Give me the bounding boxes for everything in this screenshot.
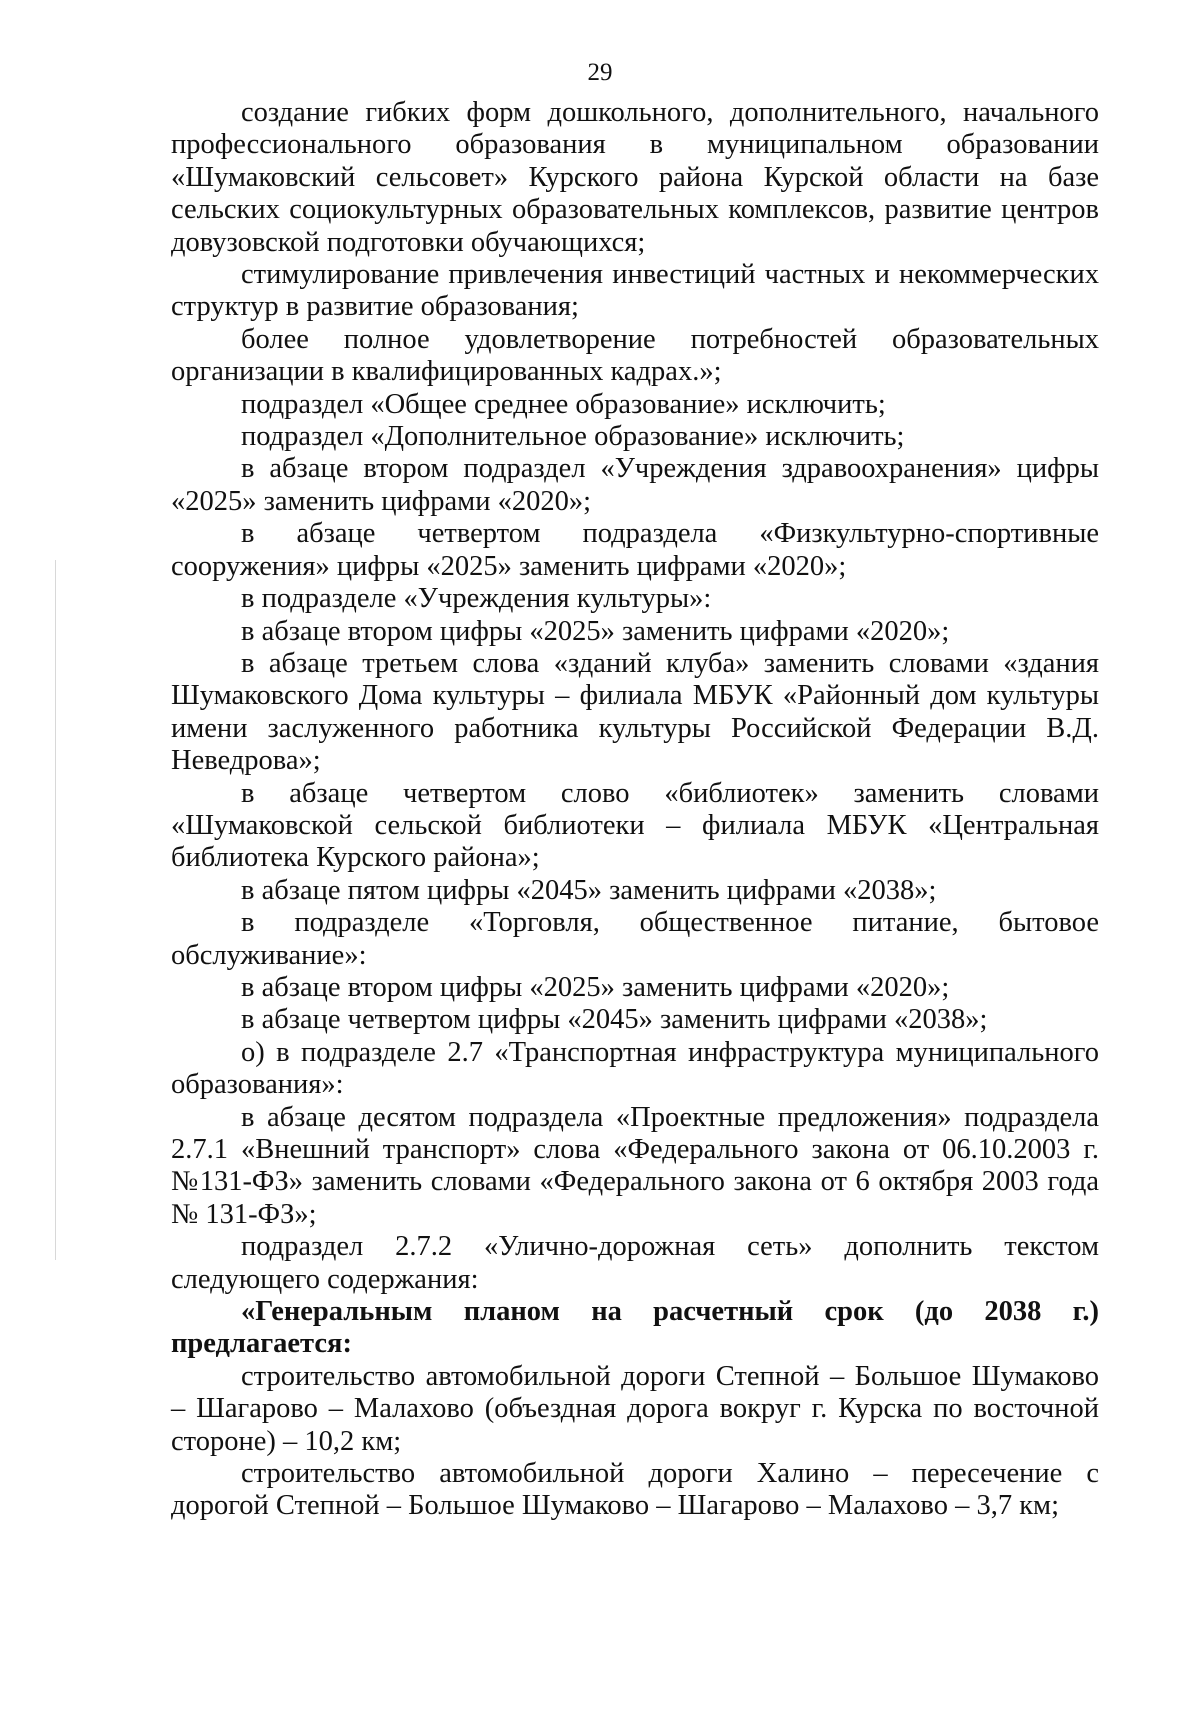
document-body	[171, 97, 1099, 1523]
paragraph: строительство автомобильной дороги Степной – Большое Шумаково – Шагарово – Малахово (объездная дорога вокруг г. Курска по восточной стороне) – 10,2 км;	[171, 1360, 1099, 1457]
paragraph: в абзаце четвертом подраздела «Физкультурно-спортивные сооружения» цифры «2025» заменить цифрами «2020»;	[171, 518, 1099, 582]
paragraph: создание гибких форм дошкольного, дополнительного, начального профессионального образования в муниципальном образовании «Шумаковский сельсовет» Курского района Курской области на базе сельских социокультурных образовательных комплексов, развитие центров довузовской подготовки обучающихся;	[171, 97, 1099, 258]
paragraph: в абзаце втором цифры «2025» заменить цифрами «2020»;	[241, 615, 950, 647]
scan-artifact-line	[55, 560, 56, 1260]
paragraph: в абзаце четвертом цифры «2045» заменить цифрами «2038»;	[241, 1004, 988, 1036]
paragraph: стимулирование привлечения инвестиций частных и некоммерческих структур в развитие образования;	[171, 259, 1099, 323]
paragraph: в абзаце четвертом слово «библиотек» заменить словами «Шумаковской сельской библиотеки – филиала МБУК «Центральная библиотека Курского района»;	[171, 777, 1099, 874]
paragraph: в абзаце третьем слова «зданий клуба» заменить словами «здания Шумаковского Дома культуры – филиала МБУК «Районный дом культуры имени заслуженного работника культуры Российской Федерации В.Д. Неведрова»;	[171, 647, 1099, 777]
paragraph: о) в подразделе 2.7 «Транспортная инфраструктура муниципального образования»:	[171, 1036, 1099, 1101]
paragraph: более полное удовлетворение потребностей образовательных организации в квалифицированных кадрах.»;	[171, 323, 1099, 388]
paragraph: в абзаце втором подраздел «Учреждения здравоохранения» цифры «2025» заменить цифрами «2020»;	[171, 453, 1099, 517]
paragraph: подраздел «Дополнительное образование» исключить;	[241, 421, 905, 453]
paragraph: подраздел «Общее среднее образование» исключить;	[241, 388, 886, 420]
paragraph: подраздел 2.7.2 «Улично-дорожная сеть» дополнить текстом следующего содержания:	[171, 1231, 1099, 1295]
paragraph: строительство автомобильной дороги Халино – пересечение с дорогой Степной – Большое Шумаково – Шагарово – Малахово – 3,7 км;	[171, 1458, 1099, 1522]
paragraph: в подразделе «Торговля, общественное питание, бытовое обслуживание»:	[171, 907, 1099, 971]
page-number: 29	[587, 59, 613, 86]
paragraph: в абзаце пятом цифры «2045» заменить цифрами «2038»;	[241, 874, 937, 906]
paragraph: в абзаце десятом подраздела «Проектные предложения» подраздела 2.7.1 «Внешний транспорт» слова «Федерального закона от 06.10.2003 г. №131-ФЗ» заменить словами «Федерального закона от 6 октября 2003 года № 131-ФЗ»;	[171, 1101, 1099, 1230]
paragraph: в абзаце втором цифры «2025» заменить цифрами «2020»;	[241, 971, 950, 1003]
bold-heading-paragraph: «Генеральным планом на расчетный срок (до 2038 г.) предлагается:	[171, 1296, 1099, 1360]
paragraph: в подразделе «Учреждения культуры»:	[241, 583, 712, 615]
